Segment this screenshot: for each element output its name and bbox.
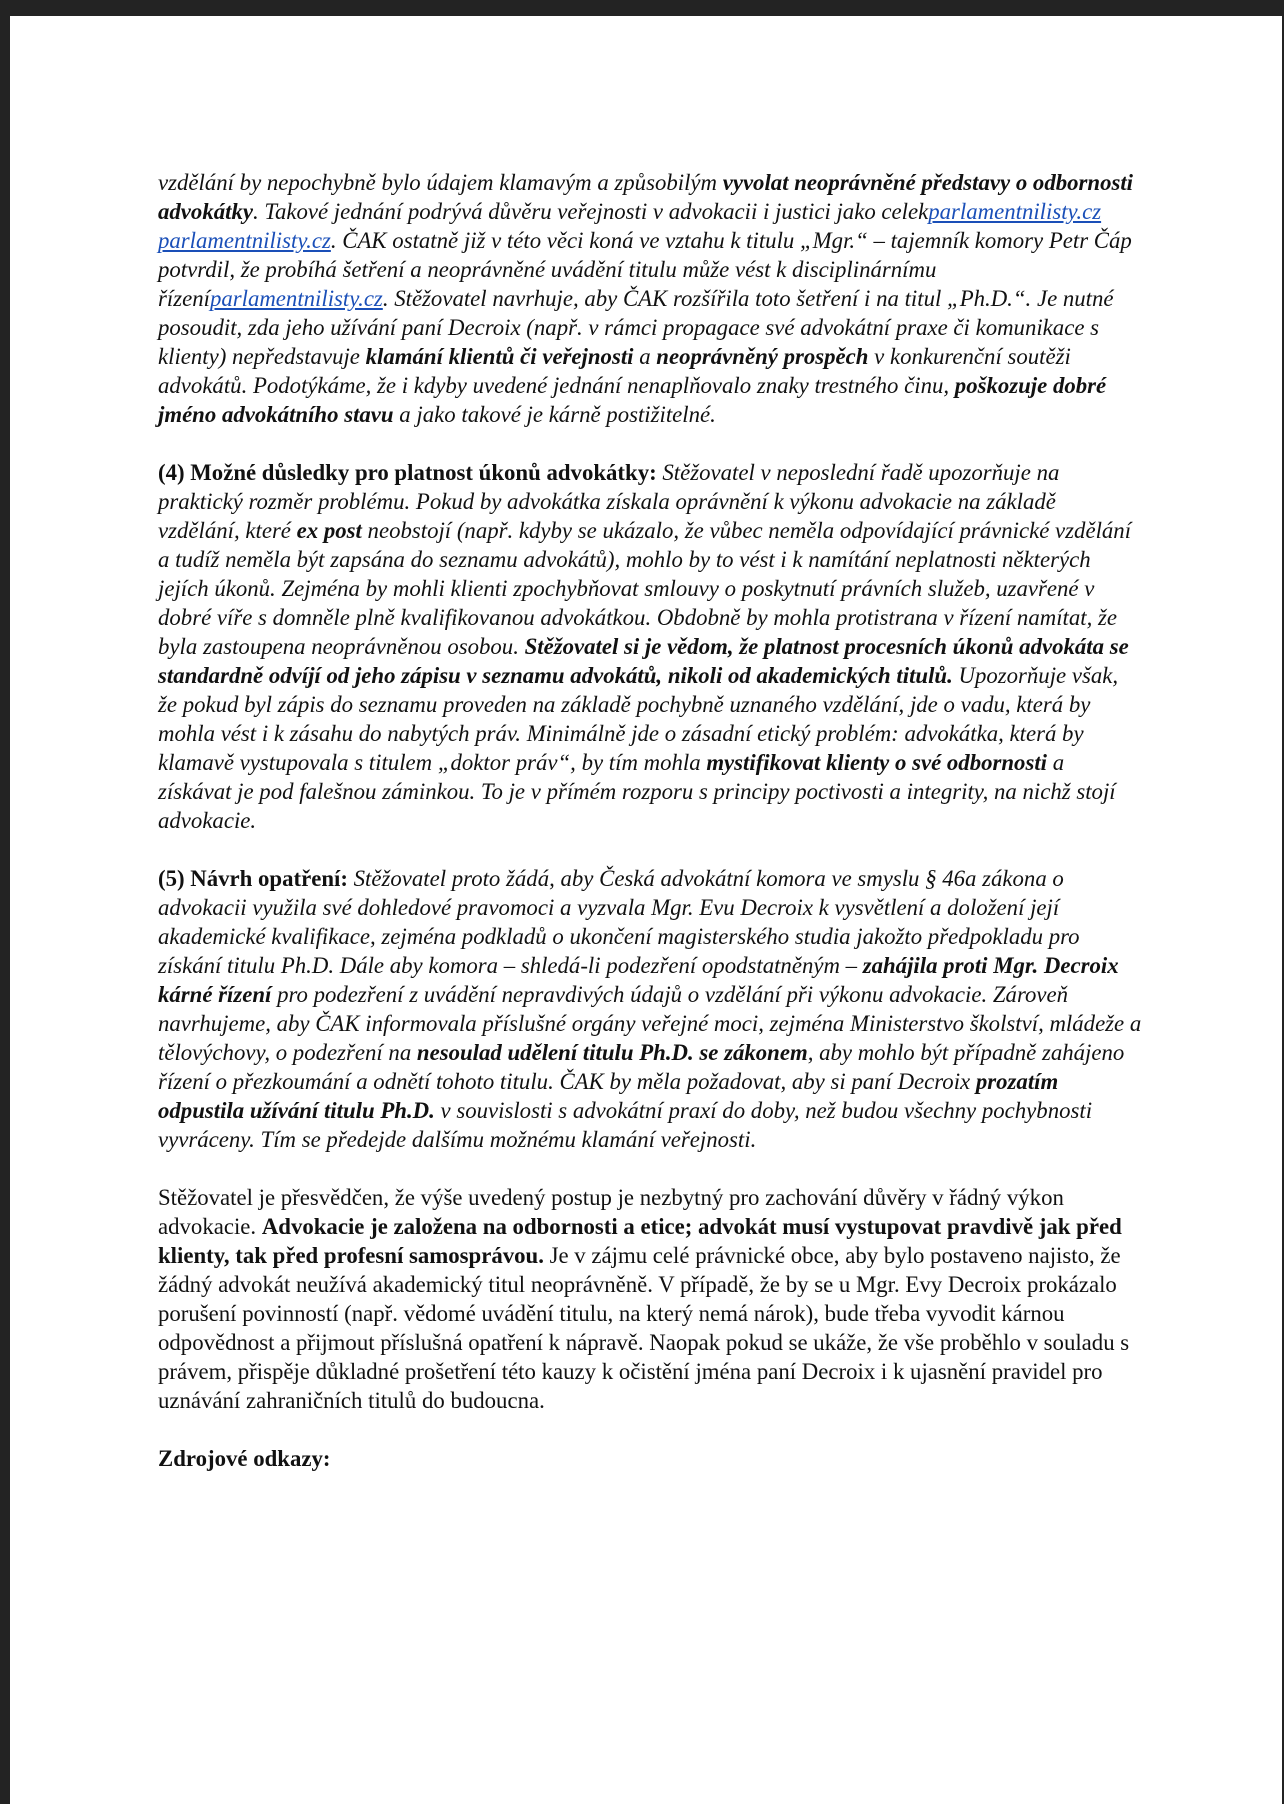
bold-phrase: poškozuje dobré jméno advokátního stavu bbox=[158, 373, 1107, 427]
text-run: Stěžovatel v neposlední řadě upozorňuje na praktický rozměr problému. Pokud by advokátka získala oprávnění k výkonu advokacie na základě vzdělání, které bbox=[158, 460, 1060, 543]
text-run: . Takové jednání podrývá důvěru veřejnosti v advokacii i justici jako celek bbox=[252, 199, 929, 224]
text-run: v konkurenční soutěži advokátů. Podotýkáme, že i kdyby uvedené jednání nenaplňovalo znaky trestného činu, bbox=[158, 344, 1071, 398]
text-run: neobstojí (např. kdyby se ukázalo, že vůbec neměla odpovídající právnické vzdělání a tudíž neměla být zapsána do seznamu advokátů), mohlo by to vést i k namítání neplatnosti některých jejích úkonů. Zejména by mohli klienti zpochybňovat smlouvy o poskytnutí právních služeb, uzavřené v dobré víře s domněle plně kvalifikovanou advokátkou. Obdobně by mohla protistrana v řízení namítat, že byla zastoupena neoprávněnou osobou. bbox=[158, 518, 1132, 659]
bold-phrase: Stěžovatel si je vědom, že platnost procesních úkonů advokáta se standardně odvíjí od jeho zápisu v seznamu advokátů, nikoli od akademických titulů. bbox=[158, 634, 1129, 688]
text-run: Stěžovatel je přesvědčen, že výše uvedený postup je nezbytný pro zachování důvěry v řádný výkon advokacie. bbox=[158, 1185, 1064, 1239]
bold-phrase: zahájila proti Mgr. Decroix kárné řízení bbox=[158, 953, 1119, 1007]
text-run: . Stěžovatel navrhuje, aby ČAK rozšířila toto šetření i na titul „Ph.D.“. Je nutné posoudit, zda jeho užívání paní Decroix (např. v rámci propagace své advokátní praxe či komunikace s klienty) nepředstavuje bbox=[158, 286, 1114, 369]
bold-phrase: neoprávněný prospěch bbox=[656, 344, 869, 369]
source-link[interactable]: parlamentnilisty.cz bbox=[928, 199, 1102, 224]
bold-phrase: prozatím odpustila užívání titulu Ph.D. bbox=[158, 1069, 1059, 1123]
section-heading: (5) Návrh opatření: bbox=[158, 866, 348, 891]
text-run: Je v zájmu celé právnické obce, aby bylo postaveno najisto, že žádný advokát neužívá akademický titul neoprávněně. V případě, že by se u Mgr. Evy Decroix prokázalo porušení povinností (např. vědomé uvádění titulu, na který nemá nárok), bude třeba vyvodit kárnou odpovědnost a přijmout příslušná opatření k nápravě. Naopak pokud se ukáže, že vše proběhlo v souladu s právem, přispěje důkladné prošetření této kauzy k očistění jména paní Decroix i k ujasnění pravidel pro uznávání zahraničních titulů do budoucna. bbox=[158, 1243, 1130, 1413]
bold-phrase: mystifikovat klienty o své odbornosti bbox=[706, 750, 1047, 775]
paragraph-conclusion bbox=[158, 1183, 1142, 1415]
bold-phrase: klamání klientů či veřejnosti bbox=[365, 344, 634, 369]
paragraph-misleading-title bbox=[158, 168, 1142, 429]
text-run: a bbox=[633, 344, 657, 369]
source-link[interactable]: parlamentnilisty.cz bbox=[209, 286, 383, 311]
text-run: v souvislosti s advokátní praxí do doby, než budou všechny pochybnosti vyvráceny. Tím se předejde dalšímu možnému klamání veřejnosti. bbox=[158, 1098, 1093, 1152]
bold-phrase: vyvolat neoprávněné představy o odbornosti advokátky bbox=[158, 170, 1134, 224]
text-run: Upozorňuje však, že pokud byl zápis do seznamu proveden na základě pochybně uznaného vzdělání, jde o vadu, která by mohla vést i k zásahu do nabytých práv. Minimálně jde o zásadní etický problém: advokátka, která by klamavě vystupovala s titulem „doktor práv“, by tím mohla bbox=[158, 663, 1119, 775]
text-run: , aby mohlo být případně zahájeno řízení o přezkoumání a odnětí tohoto titulu. ČAK by měla požadovat, aby si paní Decroix bbox=[158, 1040, 1125, 1094]
text-run: a jako takové je kárně postižitelné. bbox=[393, 402, 716, 427]
bold-phrase: Advokacie je založena na odbornosti a etice; advokát musí vystupovat pravdivě jak před klienty, tak před profesní samosprávou. bbox=[158, 1214, 1122, 1268]
document-page bbox=[10, 16, 1282, 1804]
text-run: pro podezření z uvádění nepravdivých údajů o vzdělání při výkonu advokacie. Zároveň navrhujeme, aby ČAK informovala příslušné orgány veřejné moci, zejména Ministerstvo školství, mládeže a tělovýchovy, o podezření na bbox=[158, 982, 1142, 1065]
section-heading: (4) Možné důsledky pro platnost úkonů advokátky: bbox=[158, 460, 657, 485]
text-run: a získávat je pod falešnou záminkou. To je v přímém rozporu s principy poctivosti a integrity, na nichž stojí advokacie. bbox=[158, 750, 1116, 833]
text-run: vzdělání by nepochybně bylo údajem klamavým a způsobilým bbox=[158, 170, 723, 195]
sources-heading: Zdrojové odkazy: bbox=[158, 1446, 331, 1471]
paragraph-consequences bbox=[158, 458, 1142, 835]
bold-phrase: nesoulad udělení titulu Ph.D. se zákonem bbox=[416, 1040, 808, 1065]
paragraph-proposed-measures bbox=[158, 864, 1142, 1154]
text-run: Stěžovatel proto žádá, aby Česká advokátní komora ve smyslu § 46a zákona o advokacii využila své dohledové pravomoci a vyzvala Mgr. Evu Decroix k vysvětlení a doložení její akademické kvalifikace, zejména podkladů o ukončení magisterského studia jakožto předpokladu pro získání titulu Ph.D. Dále aby komora – shledá-li podezření opodstatněným – bbox=[158, 866, 1080, 978]
text-run: . ČAK ostatně již v této věci koná ve vztahu k titulu „Mgr.“ – tajemník komory Petr Čáp potvrdil, že probíhá šetření a neoprávněné uvádění titulu může vést k disciplinárnímu řízení bbox=[158, 228, 1132, 311]
source-link[interactable]: parlamentnilisty.cz bbox=[158, 228, 331, 253]
bold-phrase: ex post bbox=[296, 518, 362, 543]
